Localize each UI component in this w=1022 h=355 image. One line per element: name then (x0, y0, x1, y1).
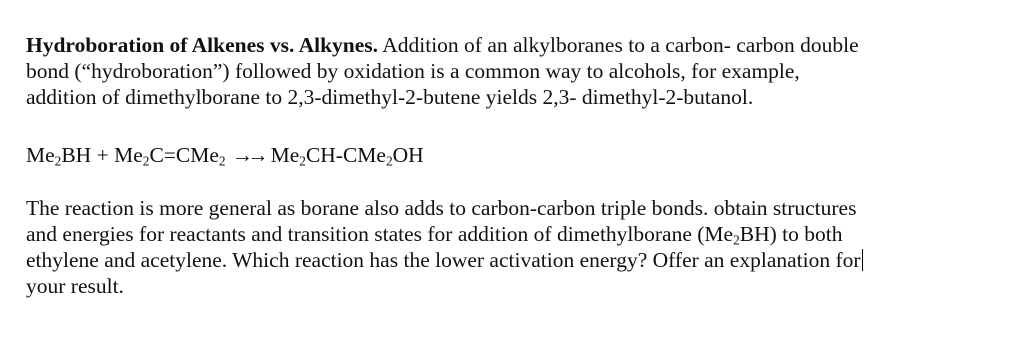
task-text-line-2-before: and energies for reactants and transition states for addition of dimethylborane (Me (26, 222, 734, 246)
section-heading: Hydroboration of Alkenes vs. Alkynes. (26, 33, 379, 57)
product-subscript-1: 2 (299, 153, 306, 169)
product-subscript-2: 2 (385, 153, 393, 169)
reactant-1-prefix: Me (26, 143, 55, 167)
product-suffix: OH (392, 143, 424, 167)
document-body[interactable] (26, 32, 1006, 299)
task-text-line-4: your result. (26, 274, 124, 298)
intro-text-line-2: bond (“hydroboration”) followed by oxidation is a common way to alcohols, for example, (26, 59, 800, 83)
plus-sign: + (91, 143, 115, 167)
reactant-2-subscript-1: 2 (142, 153, 150, 169)
reactant-1-suffix: BH (61, 143, 92, 167)
reaction-arrow: →→ (231, 143, 263, 167)
reactant-2-prefix: Me (114, 143, 143, 167)
task-subscript: 2 (733, 232, 740, 248)
intro-paragraph (26, 32, 1006, 110)
product-prefix: Me (270, 143, 300, 167)
reactant-1-subscript: 2 (54, 153, 62, 169)
reaction-equation (26, 142, 1006, 168)
reactant-2-subscript-2: 2 (218, 153, 226, 169)
product-mid: CH-CMe (305, 143, 386, 167)
task-text-line-3: ethylene and acetylene. Which reaction has the lower activation energy? Offer an explanation for (26, 248, 861, 272)
intro-text-line-1: Addition of an alkylboranes to a carbon- carbon double (378, 33, 859, 57)
task-text-line-1: The reaction is more general as borane also adds to carbon-carbon triple bonds. obtain structures (26, 196, 857, 220)
text-cursor (862, 249, 864, 271)
intro-text-line-3: addition of dimethylborane to 2,3-dimethyl-2-butene yields 2,3- dimethyl-2-butanol. (26, 85, 754, 109)
task-paragraph (26, 195, 1006, 299)
reactant-2-mid: C=CMe (149, 143, 219, 167)
task-text-line-2-after: BH) to both (739, 222, 843, 246)
